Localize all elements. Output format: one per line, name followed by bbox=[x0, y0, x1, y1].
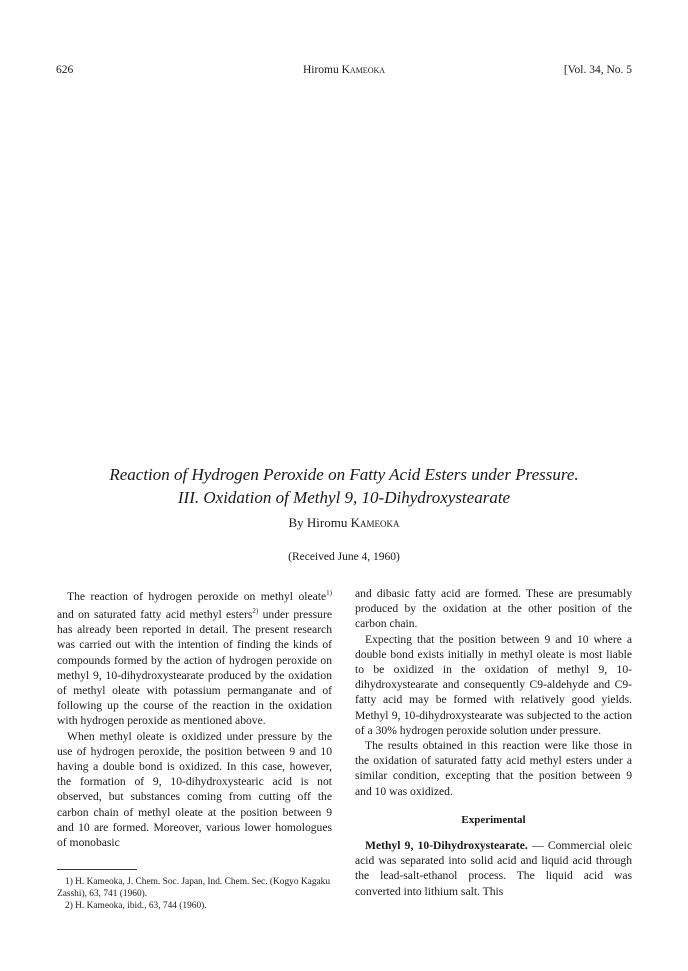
left-column bbox=[57, 586, 332, 850]
intro-text-c: under pressure has already been reported in detail. The present research was carried out with the intention of finding the kinds of compounds formed by the action of hydrogen peroxide on methyl 9, 10-dihydroxystearate produced by the oxidation of methyl oleate with potassium permanganate and of following up the course of the reaction in the oxidation with hydrogen peroxide as mentioned above. bbox=[57, 607, 332, 728]
article-title bbox=[40, 463, 648, 509]
right-paragraph-3: The results obtained in this reaction were like those in the oxidation of saturated fatty acid methyl esters under a similar condition, excepting that the position between 9 and 10 was oxidized. bbox=[355, 739, 632, 798]
byline-surname: Kameoka bbox=[350, 515, 400, 530]
running-header-author-name: Hiromu bbox=[302, 64, 339, 76]
experimental-heading: Experimental bbox=[461, 813, 526, 826]
intro-text-b: and on saturated fatty acid methyl esters bbox=[57, 607, 253, 621]
reference-1-marker: 1) bbox=[326, 589, 332, 597]
running-header-volume: [Vol. 34, No. 5 bbox=[563, 64, 632, 76]
intro-text-a: The reaction of hydrogen peroxide on methyl oleate bbox=[67, 589, 327, 603]
running-header-author-surname: Kameoka bbox=[341, 64, 386, 76]
intro-paragraph-1 bbox=[57, 586, 332, 729]
right-paragraph-1: and dibasic fatty acid are formed. These are presumably produced by the oxidation at the other position of the carbon chain. bbox=[355, 587, 632, 631]
byline-prefix: By Hiromu bbox=[288, 515, 348, 530]
byline bbox=[0, 515, 688, 531]
footnote-2: 2) H. Kameoka, ibid., 63, 744 (1960). bbox=[65, 901, 207, 911]
experimental-subheading: Methyl 9, 10-Dihydroxystearate. bbox=[365, 839, 528, 853]
footnotes bbox=[57, 876, 332, 912]
article-title-line-1: Reaction of Hydrogen Peroxide on Fatty Acid Esters under Pressure. bbox=[109, 465, 579, 484]
experimental-text: — Commercial oleic acid was separated into solid acid and liquid acid through the lead-salt-ethanol process. The liquid acid was converted into lithium salt. This bbox=[355, 839, 632, 898]
page-number: 626 bbox=[56, 64, 74, 76]
intro-paragraph-2: When methyl oleate is oxidized under pressure by the use of hydrogen peroxide, the position between 9 and 10 having a double bond is oxidized. In this case, however, the formation of 9, 10-dihydroxystearic acid is not observed, but substances coming from cutting off the carbon chain of methyl oleate at the position between 9 and 10 are formed. Moreover, various lower homologues of monobasic bbox=[57, 729, 332, 849]
experimental-paragraph bbox=[355, 838, 632, 899]
footnote-1: 1) H. Kameoka, J. Chem. Soc. Japan, Ind. Chem. Sec. (Kogyo Kagaku Zasshi), 63, 741 (1960). bbox=[57, 877, 331, 899]
footnote-rule bbox=[57, 869, 137, 870]
reference-2-marker: 2) bbox=[252, 607, 259, 616]
right-column bbox=[355, 586, 632, 899]
article-title-line-2: III. Oxidation of Methyl 9, 10-Dihydroxystearate bbox=[177, 488, 511, 507]
right-paragraph-2: Expecting that the position between 9 and 10 where a double bond exists initially in methyl oleate is most liable to be oxidized in the oxidation of methyl 9, 10-dihydroxystearate and consequently C9-aldehyde and C9-fatty acid may be formed with relatively good yields. Methyl 9, 10-dihydroxystearate was subjected to the action of a 30% hydrogen peroxide solution under pressure. bbox=[355, 632, 632, 737]
received-date: (Received June 4, 1960) bbox=[288, 551, 400, 563]
